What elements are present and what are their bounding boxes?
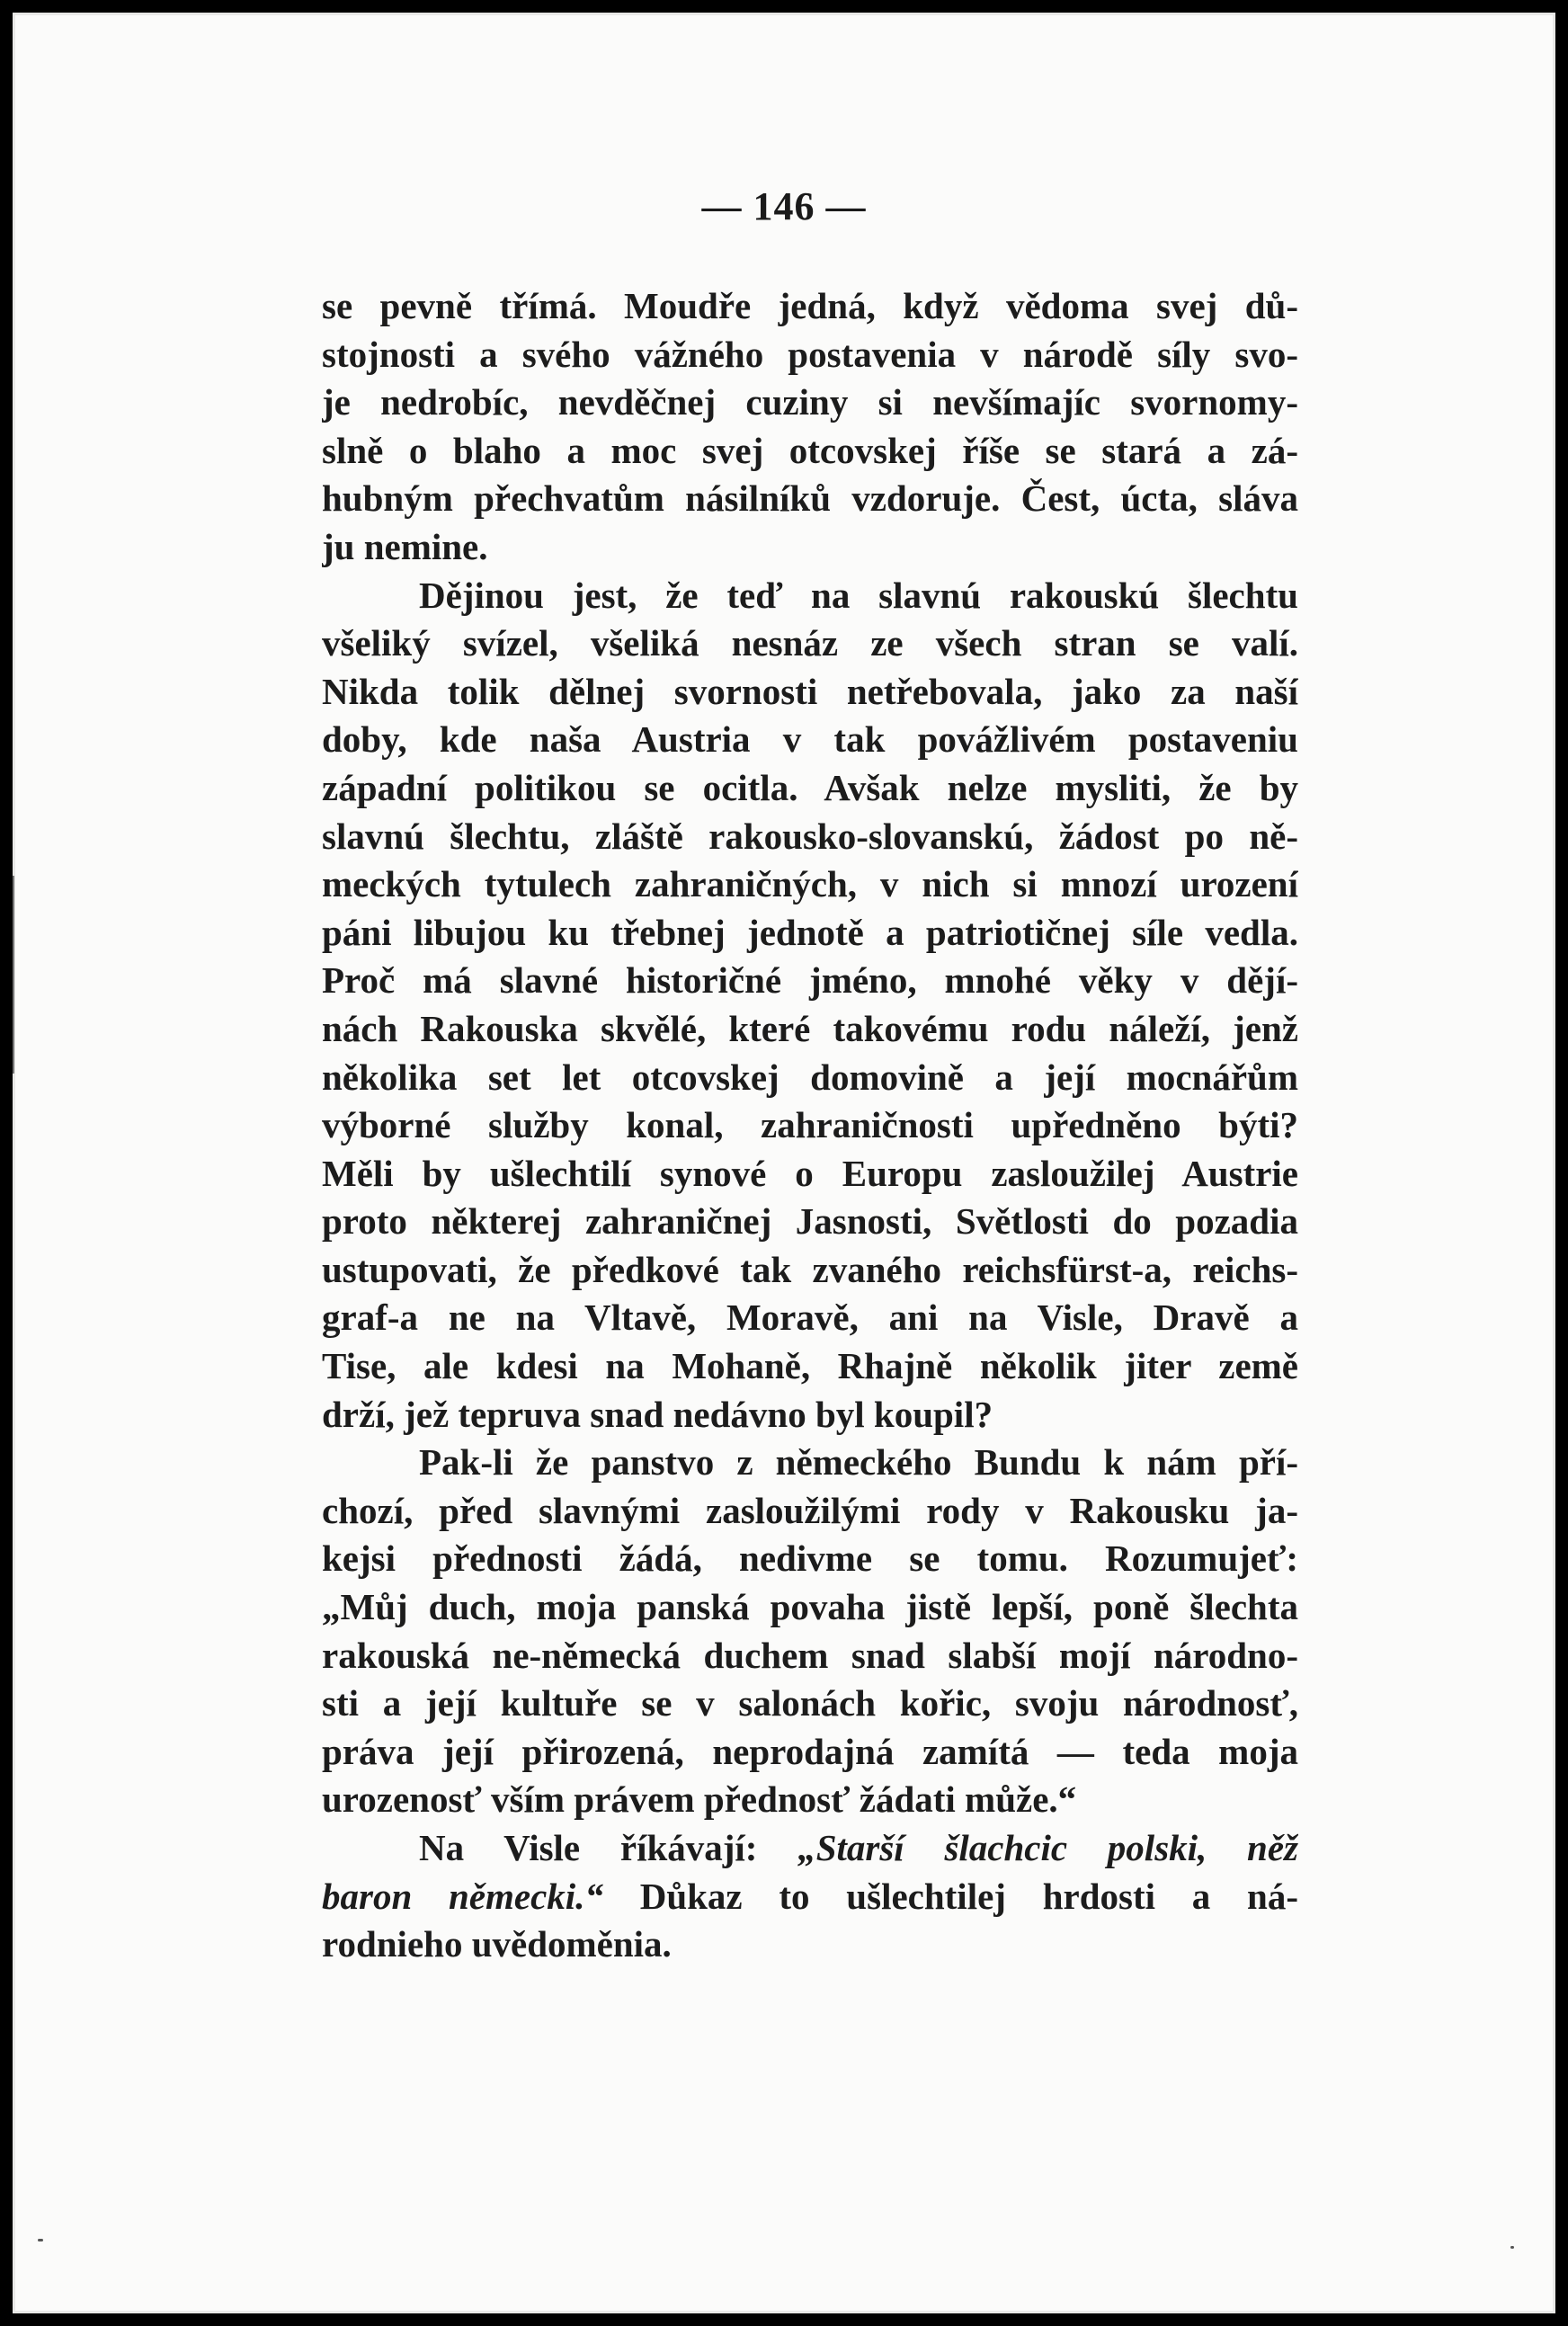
text-line: slně o blaho a moc svej otcovskej říše se stará a zá- [322, 429, 1298, 471]
text-line-quote-1-pre: Na Visle říkávají: [419, 1827, 798, 1868]
text-line: meckých tytulech zahraničných, v nich si mnozí urození [322, 863, 1298, 905]
text-line-quote-2-post: Důkaz to ušlechtilej hrdosti a ná- [602, 1875, 1298, 1917]
text-line: se pevně třímá. Moudře jedná, když vědoma svej dů- [322, 285, 1298, 326]
text-line: Tise, ale kdesi na Mohaně, Rhajně několik jiter země [322, 1345, 1298, 1387]
text-line: práva její přirozená, neprodajná zamítá — teda moja [322, 1730, 1298, 1772]
text-line: ju nemine. [322, 525, 488, 567]
text-line: západní politikou se ocitla. Avšak nelze mysliti, že by [322, 766, 1298, 808]
text-line: všeliký svízel, všeliká nesnáz ze všech stran se valí. [322, 622, 1298, 664]
text-line: stojnosti a svého vážného postavenia v národě síly svo- [322, 333, 1298, 375]
text-line: drží, jež tepruva snad nedávno byl koupil? [322, 1393, 993, 1435]
text-line-quote-1-em: „Starší šlachcic polski, něž [797, 1827, 1298, 1868]
text-line: nách Rakouska skvělé, které takovému rodu náleží, jenž [322, 1007, 1298, 1049]
text-line-final: rodnieho uvědoměnia. [322, 1923, 672, 1965]
scan-speck [1510, 2246, 1514, 2249]
page-number: — 146 — [701, 184, 867, 228]
book-page [13, 13, 1555, 2313]
scan-margin-mark [13, 876, 14, 1074]
text-line: Proč má slavné historičné jméno, mnohé věky v dějí- [322, 959, 1298, 1002]
text-line: „Můj duch, moja panská povaha jistě lepší, poně šlechta [322, 1586, 1298, 1628]
text-line: je nedrobíc, nevděčnej cuziny si nevšímajíc svornomy- [322, 381, 1298, 423]
text-line: Měli by ušlechtilí synové o Europu zasloužilej Austrie [322, 1152, 1298, 1194]
text-line: rakouská ne-německá duchem snad slabší mojí národno- [322, 1634, 1298, 1676]
text-line: Dějinou jest, že teď na slavnú rakouskú šlechtu [419, 574, 1298, 616]
text-line: graf-a ne na Vltavě, Moravě, ani na Visle, Dravě a [322, 1297, 1298, 1339]
text-line: urozenosť vším právem přednosť žádati může.“ [322, 1778, 1077, 1821]
text-line: ustupovati, že předkové tak zvaného reichsfürst-a, reichs- [322, 1248, 1298, 1290]
text-line-quote-2-em: baron německi.“ [322, 1875, 603, 1917]
text-line: slavnú šlechtu, zláště rakousko-slovanskú, žádost po ně- [322, 815, 1298, 857]
text-line: chozí, před slavnými zasloužilými rody v Rakousku ja- [322, 1489, 1298, 1531]
text-line: výborné služby konal, zahraničnosti upředněno býti? [322, 1104, 1298, 1146]
text-line: proto některej zahraničnej Jasnosti, Světlosti do pozadia [322, 1200, 1298, 1243]
text-line: několika set let otcovskej domovině a její mocnářům [322, 1056, 1298, 1098]
text-line: sti a její kultuře se v salonách kořic, svoju národnosť, [322, 1682, 1298, 1724]
text-line: kejsi přednosti žádá, nedivme se tomu. Rozumujeť: [322, 1537, 1298, 1580]
text-lines [322, 282, 1298, 1824]
text-line-quote-2 [322, 1873, 1298, 1921]
text-line: hubným přechvatům násilníků vzdoruje. Čest, úcta, sláva [322, 477, 1298, 520]
body-text [322, 282, 1298, 1969]
text-line: Pak-li že panstvo z německého Bundu k nám pří- [419, 1441, 1298, 1484]
text-line: doby, kde naša Austria v tak povážlivém postaveniu [322, 718, 1298, 761]
text-line: páni libujou ku třebnej jednotě a patriotičnej síle vedla. [322, 911, 1298, 953]
text-line-quote-1 [322, 1824, 1298, 1873]
scan-speck [38, 2239, 43, 2241]
text-line: Nikda tolik dělnej svornosti netřebovala, jako za naší [322, 670, 1298, 712]
